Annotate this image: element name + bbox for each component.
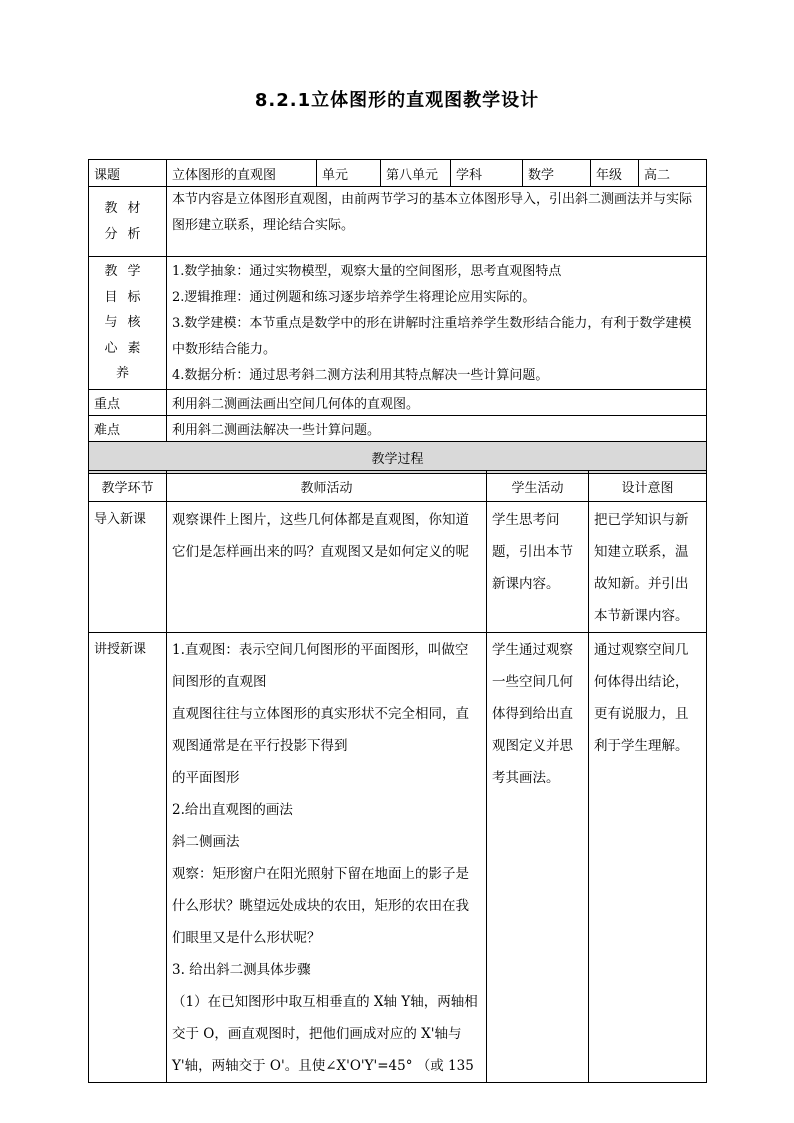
subject-value: 数学 [523,160,591,187]
process-header: 教学过程 [89,442,707,474]
process-table [88,470,707,1083]
teacher-line: 直观图往往与立体图形的真实形状不完全相同，直观图通常是在平行投影下得到 [172,706,469,754]
key-point-text: 利用斜二测画法画出空间几何体的直观图。 [167,390,707,416]
goals-list [167,257,707,390]
process-columns-row [89,471,707,502]
teacher-line: 1.直观图：表示空间几何图形的平面图形，叫做空间图形的直观图 [172,642,469,690]
document-title: 8.2.1立体图形的直观图教学设计 [254,90,540,111]
material-row [89,187,707,257]
goal-item: 2.逻辑推理：通过例题和练习逐步培养学生将理论应用实际的。 [172,290,536,305]
info-row [89,160,707,187]
difficulty-label: 难点 [89,416,167,442]
design-intent: 通过观察空间几何体得出结论，更有说服力，且利于学生理解。 [589,633,707,1083]
goals-row [89,257,707,390]
goal-item: 1.数学抽象：通过实物模型，观察大量的空间图形，思考直观图特点 [172,264,562,279]
process-row-lecture [89,633,707,1083]
material-text: 本节内容是立体图形直观图，由前两节学习的基本立体图形导入，引出斜二测画法并与实际图形建立联系，理论结合实际。 [167,187,707,257]
teacher-line: 观察：矩形窗户在阳光照射下留在地面上的影子是什么形状？眺望远处成块的农田，矩形的农田在我们眼里又是什么形状呢？ [172,866,469,946]
process-row-intro [89,502,707,633]
lesson-plan-table [88,159,707,474]
stage-label: 导入新课 [89,502,167,633]
teacher-line: （1）在已知图形中取互相垂直的 X轴 Y轴，两轴相交于 O，画直观图时，把他们画成对应的 X'轴与 Y'轴，两轴交于 O'。且使∠X'O'Y'=45° （或 135 [172,994,478,1074]
label-topic: 课题 [89,160,167,187]
goals-label: 教学目标与核心素养 [89,257,167,390]
teacher-line: 3. 给出斜二测具体步骤 [172,962,311,978]
topic-value: 立体图形的直观图 [167,160,317,187]
teacher-activity-list [167,633,487,1083]
design-intent: 把已学知识与新知建立联系，温故知新。并引出本节新课内容。 [589,502,707,633]
difficulty-text: 利用斜二测画法解决一些计算问题。 [167,416,707,442]
student-activity: 学生通过观察一些空间几何体得到给出直观图定义并思考其画法。 [487,633,589,1083]
material-label: 教材分析 [89,187,167,257]
difficulty-row [89,416,707,442]
goal-item: 3.数学建模：本节重点是数学中的形在讲解时注重培养学生数形结合能力，有利于数学建模中数形结合能力。 [172,316,692,357]
key-point-label: 重点 [89,390,167,416]
label-unit: 单元 [317,160,381,187]
grade-value: 高二 [639,160,707,187]
unit-value: 第八单元 [381,160,451,187]
stage-label: 讲授新课 [89,633,167,1083]
col-student: 学生活动 [487,471,589,502]
goal-item: 4.数据分析：通过思考斜二测方法利用其特点解决一些计算问题。 [172,368,549,383]
col-intent: 设计意图 [589,471,707,502]
teacher-line: 2.给出直观图的画法 [172,802,293,818]
col-stage: 教学环节 [89,471,167,502]
teacher-activity: 观察课件上图片，这些几何体都是直观图，你知道它们是怎样画出来的吗？直观图又是如何定义的呢 [167,502,487,633]
teacher-line: 的平面图形 [172,770,240,786]
student-activity: 学生思考问题，引出本节新课内容。 [487,502,589,633]
key-point-row [89,390,707,416]
label-subject: 学科 [451,160,523,187]
label-grade: 年级 [591,160,639,187]
col-teacher: 教师活动 [167,471,487,502]
teacher-line: 斜二侧画法 [172,834,240,850]
process-header-row [89,442,707,474]
